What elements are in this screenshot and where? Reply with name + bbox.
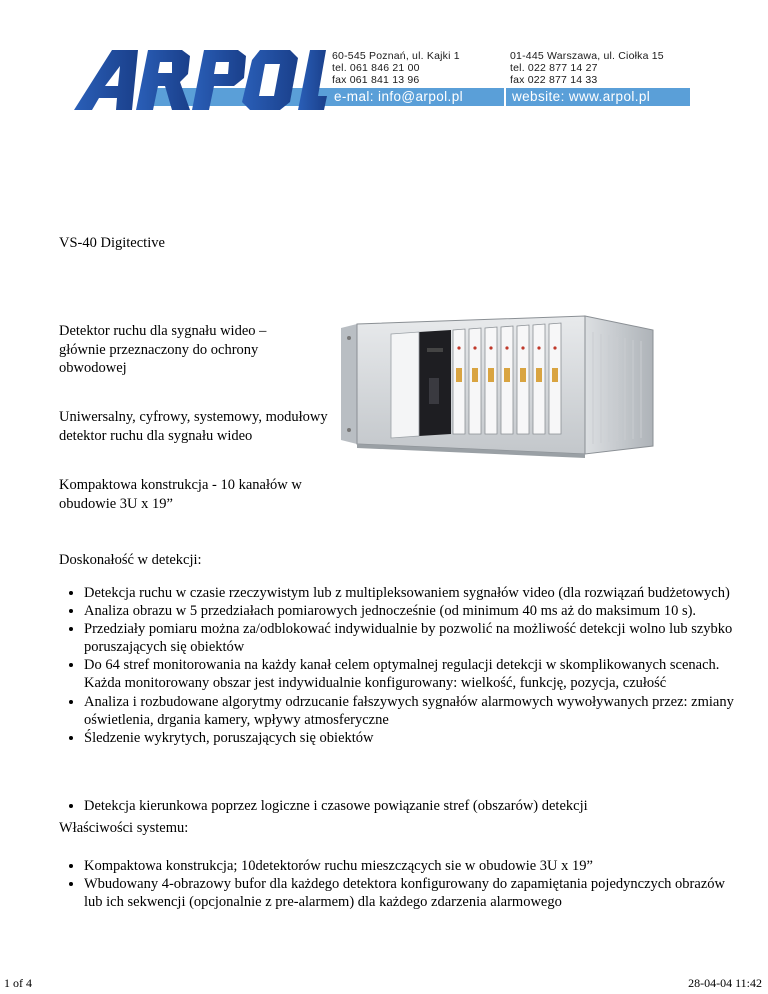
fax-warszawa: fax 022 877 14 33 (510, 74, 598, 87)
section-heading-system: Właściwości systemu: (59, 820, 189, 836)
system-features-list (59, 857, 744, 911)
list-item: • Analiza i rozbudowane algorytmy odrzucanie fałszywych sygnałów alarmowych wywoływanych przez: zmiany oświetlenia, drgania kamery, wpływy atmosferyczne (84, 693, 744, 729)
email-link[interactable]: e-mal: info@arpol.pl (334, 89, 464, 104)
tel-warszawa: tel. 022 877 14 27 (510, 62, 598, 75)
address-poznan: 60-545 Poznań, ul. Kajki 1 (332, 50, 460, 62)
website-link[interactable]: website: www.arpol.pl (512, 89, 651, 104)
contact-warszawa (510, 50, 664, 87)
list-item: • Detekcja kierunkowa poprzez logiczne i czasowe powiązanie stref (obszarów) detekcji (84, 797, 744, 815)
intro-paragraph-1: Detektor ruchu dla sygnału wideo – głównie przeznaczony do ochrony obwodowej (59, 323, 267, 376)
contact-poznan (332, 50, 460, 87)
list-item: • Przedziały pomiaru można za/odblokować indywidualnie by pozwolić na możliwość detekcji wolno lub szybko poruszających się obiektów (84, 620, 744, 656)
print-datetime: 28-04-04 11:42 (688, 976, 762, 990)
arpol-logo (72, 42, 327, 112)
list-item: • Detekcja ruchu w czasie rzeczywistym lub z multipleksowaniem sygnałów video (dla rozwiązań budżetowych) (84, 584, 744, 602)
detection-extra-list (59, 797, 744, 815)
document-title: VS-40 Digitective (59, 235, 165, 251)
list-item: • Wbudowany 4-obrazowy bufor dla każdego detektora konfigurowany do zapamiętania pojedynczych obrazów lub ich sekwencji (opcjonalnie z pre-alarmem) dla każdego zdarzenia alarmowego (84, 875, 744, 911)
tel-poznan: tel. 061 846 21 00 (332, 62, 420, 75)
section-heading-detection: Doskonałość w detekcji: (59, 552, 202, 568)
intro-paragraph-2: Uniwersalny, cyfrowy, systemowy, modułowy detektor ruchu dla sygnału wideo (59, 409, 328, 444)
list-item: • Śledzenie wykrytych, poruszających się obiektów (84, 729, 744, 747)
list-item: • Analiza obrazu w 5 przedziałach pomiarowych jednocześnie (od minimum 40 ms aż do maksimum 10 s). (84, 602, 744, 620)
list-item: • Do 64 stref monitorowania na każdy kanał celem optymalnej regulacji detekcji w skomplikowanych scenach. Każda monitorowany obszar jest indywidualnie konfigurowany: wielkość, funkcję, pozycja, czułość (84, 656, 744, 692)
letterhead (72, 42, 690, 112)
list-item: • Kompaktowa konstrukcja; 10detektorów ruchu mieszczących sie w obudowie 3U x 19” (84, 857, 744, 875)
address-warszawa: 01-445 Warszawa, ul. Ciołka 15 (510, 50, 664, 62)
detection-features-list (59, 584, 744, 747)
product-rack-image (335, 308, 657, 458)
page-number: 1 of 4 (4, 976, 32, 990)
intro-paragraph-3: Kompaktowa konstrukcja - 10 kanałów w obudowie 3U x 19” (59, 477, 302, 512)
fax-poznan: fax 061 841 13 96 (332, 74, 420, 87)
band-separator (504, 88, 506, 106)
